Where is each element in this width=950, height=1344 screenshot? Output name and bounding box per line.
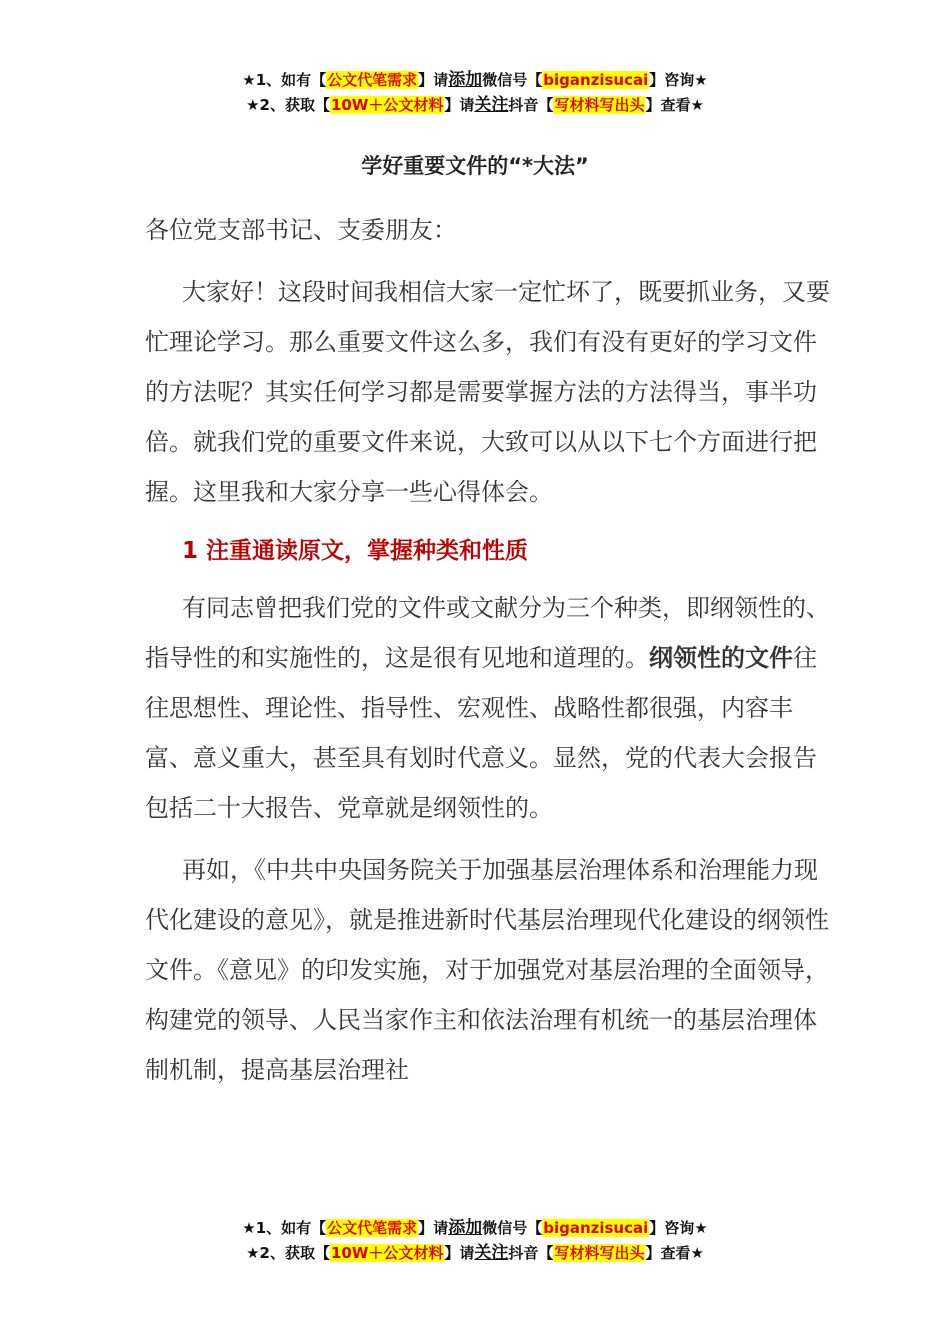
banner-text: 】请 (418, 71, 449, 89)
banner-highlight: 公文代笔需求 (327, 1219, 418, 1237)
paragraph-2 (145, 583, 835, 833)
banner-text: 】咨询★ (649, 71, 708, 89)
footer-banner (0, 1216, 950, 1266)
banner-line-2 (0, 93, 950, 118)
header-banner (0, 68, 950, 118)
section-heading-1: 1 注重通读原文，掌握种类和性质 (182, 538, 529, 564)
banner-text: 】请 (418, 1219, 449, 1237)
banner-underlined: 添加 (448, 1218, 483, 1238)
banner-text: 】请 (444, 96, 475, 114)
paragraph-intro: 大家好！这段时间我相信大家一定忙坏了，既要抓业务，又要忙理论学习。那么重要文件这么多，我们有没有更好的学习文件的方法呢？其实任何学习都是需要掌握方法的方法得当，事半功倍。就我们党的重要文件来说，大致可以从以下七个方面进行把握。这里我和大家分享一些心得体会。 (145, 278, 830, 506)
greeting: 各位党支部书记、支委朋友： (145, 216, 457, 244)
banner-highlight: 公文代笔需求 (327, 71, 418, 89)
paragraph-3: 再如，《中共中央国务院关于加强基层治理体系和治理能力现代化建设的意见》，就是推进新时代基层治理现代化建设的纲领性文件。《意见》的印发实施，对于加强党对基层治理的全面领导，构建党的领导、人民当家作主和依法治理有机统一的基层治理体制机制，提高基层治理社 (145, 856, 829, 1084)
banner-highlight: 写材料写出头 (554, 1244, 645, 1262)
banner-highlight: 10W＋公文材料 (330, 96, 444, 114)
banner-text: ★2、获取【 (246, 1244, 330, 1262)
banner-underlined: 关注 (474, 95, 509, 115)
document-title: 学好重要文件的“*大法” (361, 154, 589, 178)
banner-text: 抖音【 (508, 96, 554, 114)
banner-highlight: 写材料写出头 (554, 96, 645, 114)
document-body (145, 205, 835, 1107)
paragraph-text: 往往思想性、理论性、指导性、宏观性、战略性都很强，内容丰富、意义重大，甚至具有划时代意义。显然，党的代表大会报告包括二十大报告、党章就是纲领性的。 (145, 644, 817, 822)
banner-text: 微信号【 (482, 1219, 543, 1237)
banner-text: 】咨询★ (649, 1219, 708, 1237)
banner-line-2 (0, 1241, 950, 1266)
banner-text: ★1、如有【 (242, 1219, 327, 1237)
banner-underlined: 关注 (474, 1243, 509, 1263)
banner-line-1 (0, 1216, 950, 1241)
banner-text: ★1、如有【 (242, 71, 327, 89)
banner-underlined: 添加 (448, 70, 483, 90)
paragraph-text: 有同志曾把我们党的文件或文献分为三个种类，即纲领性的、指导性的和实施性的，这是很有见地和道理的。 (145, 594, 830, 672)
banner-highlight: biganzisucai (543, 71, 649, 89)
banner-text: 抖音【 (508, 1244, 554, 1262)
banner-text: 】查看★ (645, 1244, 704, 1262)
banner-text: 】请 (444, 1244, 475, 1262)
bold-phrase: 纲领性的文件 (649, 644, 793, 672)
banner-highlight: biganzisucai (543, 1219, 649, 1237)
banner-highlight: 10W＋公文材料 (330, 1244, 444, 1262)
banner-text: ★2、获取【 (246, 96, 330, 114)
banner-text: 微信号【 (482, 71, 543, 89)
banner-text: 】查看★ (645, 96, 704, 114)
banner-line-1 (0, 68, 950, 93)
